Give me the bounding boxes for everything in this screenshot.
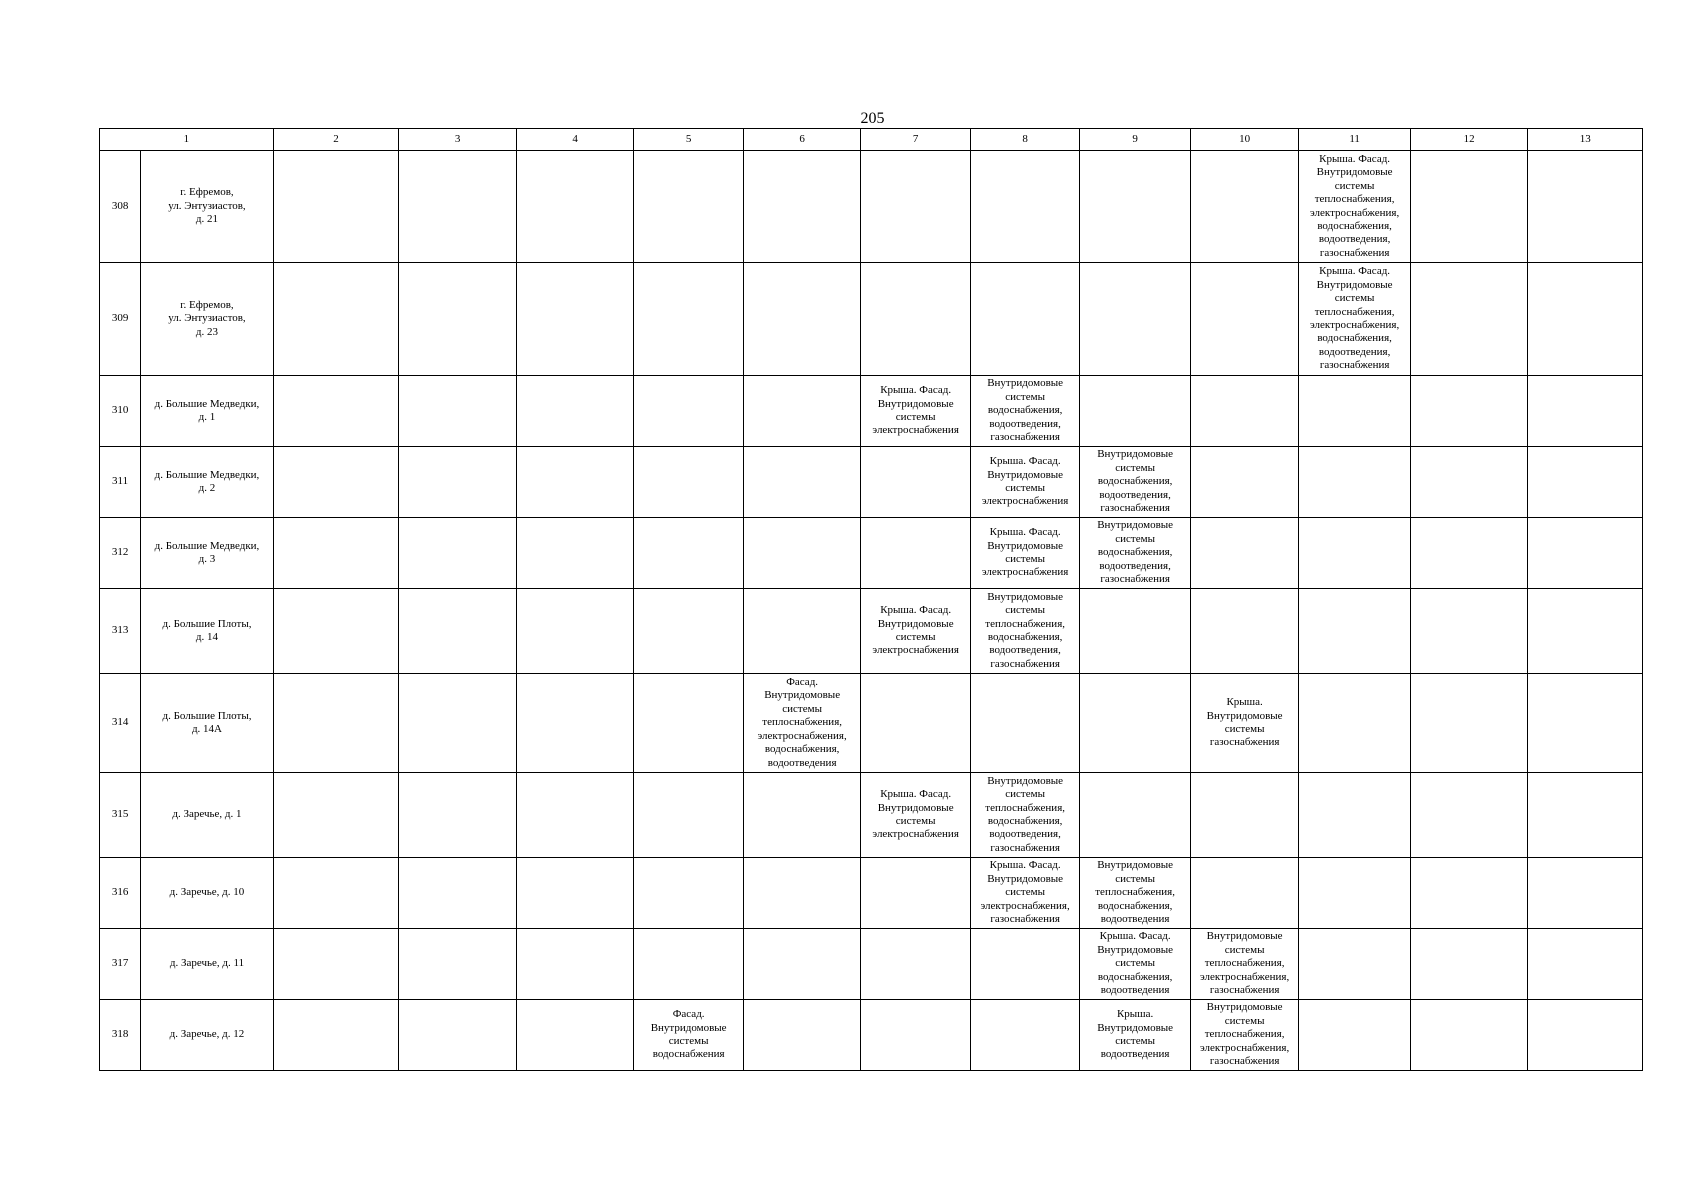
cell-col-6	[743, 376, 861, 447]
cell-col-5	[634, 263, 743, 376]
cell-col-8	[970, 674, 1079, 773]
address-cell: д. Заречье, д. 1	[141, 773, 274, 858]
cell-col-2	[273, 929, 399, 1000]
cell-col-13	[1528, 376, 1643, 447]
cell-col-3	[399, 263, 517, 376]
cell-col-13	[1528, 1000, 1643, 1071]
table-row	[100, 929, 1643, 1000]
cell-col-11	[1299, 589, 1411, 674]
cell-col-11: Крыша. Фасад. Внутридомовые системы теплоснабжения, электроснабжения, водоснабжения, водоотведения, газоснабжения	[1299, 263, 1411, 376]
cell-col-3	[399, 929, 517, 1000]
cell-col-10	[1190, 263, 1298, 376]
cell-col-2	[273, 263, 399, 376]
cell-col-5	[634, 929, 743, 1000]
cell-col-6	[743, 447, 861, 518]
cell-col-2	[273, 1000, 399, 1071]
column-header-13: 13	[1528, 129, 1643, 151]
column-header-4: 4	[516, 129, 634, 151]
cell-col-4	[516, 1000, 634, 1071]
cell-col-9	[1080, 263, 1191, 376]
cell-col-6	[743, 589, 861, 674]
cell-col-6	[743, 263, 861, 376]
cell-col-7	[861, 263, 970, 376]
cell-col-11	[1299, 376, 1411, 447]
table-row	[100, 589, 1643, 674]
cell-col-7: Крыша. Фасад. Внутридомовые системы электроснабжения	[861, 376, 970, 447]
cell-col-7	[861, 447, 970, 518]
cell-col-13	[1528, 773, 1643, 858]
cell-col-12	[1410, 151, 1528, 263]
cell-col-13	[1528, 151, 1643, 263]
cell-col-7: Крыша. Фасад. Внутридомовые системы электроснабжения	[861, 589, 970, 674]
cell-col-12	[1410, 773, 1528, 858]
column-header-9: 9	[1080, 129, 1191, 151]
cell-col-9	[1080, 589, 1191, 674]
cell-col-2	[273, 518, 399, 589]
row-number: 313	[100, 589, 141, 674]
table-row	[100, 518, 1643, 589]
cell-col-12	[1410, 263, 1528, 376]
table-row	[100, 773, 1643, 858]
cell-col-2	[273, 447, 399, 518]
cell-col-8: Внутридомовые системы теплоснабжения, водоснабжения, водоотведения, газоснабжения	[970, 589, 1079, 674]
cell-col-5	[634, 674, 743, 773]
cell-col-10	[1190, 589, 1298, 674]
cell-col-8: Крыша. Фасад. Внутридомовые системы электроснабжения	[970, 447, 1079, 518]
cell-col-11	[1299, 518, 1411, 589]
cell-col-13	[1528, 858, 1643, 929]
cell-col-13	[1528, 589, 1643, 674]
cell-col-4	[516, 674, 634, 773]
cell-col-12	[1410, 589, 1528, 674]
row-number: 308	[100, 151, 141, 263]
address-cell: д. Заречье, д. 12	[141, 1000, 274, 1071]
cell-col-8: Внутридомовые системы теплоснабжения, водоснабжения, водоотведения, газоснабжения	[970, 773, 1079, 858]
cell-col-11	[1299, 773, 1411, 858]
cell-col-10	[1190, 858, 1298, 929]
cell-col-11	[1299, 447, 1411, 518]
cell-col-4	[516, 929, 634, 1000]
cell-col-8: Крыша. Фасад. Внутридомовые системы электроснабжения	[970, 518, 1079, 589]
cell-col-8	[970, 263, 1079, 376]
cell-col-4	[516, 858, 634, 929]
cell-col-3	[399, 376, 517, 447]
cell-col-10	[1190, 447, 1298, 518]
table-row	[100, 1000, 1643, 1071]
cell-col-13	[1528, 263, 1643, 376]
column-header-10: 10	[1190, 129, 1298, 151]
cell-col-8	[970, 929, 1079, 1000]
cell-col-7: Крыша. Фасад. Внутридомовые системы электроснабжения	[861, 773, 970, 858]
cell-col-7	[861, 151, 970, 263]
cell-col-3	[399, 773, 517, 858]
cell-col-11	[1299, 858, 1411, 929]
cell-col-9	[1080, 674, 1191, 773]
address-cell: д. Заречье, д. 10	[141, 858, 274, 929]
cell-col-4	[516, 773, 634, 858]
cell-col-2	[273, 376, 399, 447]
column-header-6: 6	[743, 129, 861, 151]
row-number: 318	[100, 1000, 141, 1071]
address-cell: д. Большие Плоты, д. 14А	[141, 674, 274, 773]
cell-col-4	[516, 263, 634, 376]
cell-col-2	[273, 151, 399, 263]
cell-col-12	[1410, 674, 1528, 773]
address-cell: д. Большие Медведки, д. 3	[141, 518, 274, 589]
column-header-12: 12	[1410, 129, 1528, 151]
cell-col-4	[516, 376, 634, 447]
cell-col-7	[861, 674, 970, 773]
cell-col-9	[1080, 773, 1191, 858]
column-header-11: 11	[1299, 129, 1411, 151]
cell-col-12	[1410, 376, 1528, 447]
cell-col-9: Внутридомовые системы водоснабжения, водоотведения, газоснабжения	[1080, 518, 1191, 589]
table-row	[100, 151, 1643, 263]
cell-col-5	[634, 773, 743, 858]
cell-col-9	[1080, 151, 1191, 263]
cell-col-10	[1190, 376, 1298, 447]
cell-col-8: Крыша. Фасад. Внутридомовые системы электроснабжения, газоснабжения	[970, 858, 1079, 929]
cell-col-2	[273, 773, 399, 858]
cell-col-8	[970, 151, 1079, 263]
cell-col-8: Внутридомовые системы водоснабжения, водоотведения, газоснабжения	[970, 376, 1079, 447]
row-number: 311	[100, 447, 141, 518]
cell-col-5	[634, 589, 743, 674]
column-header-5: 5	[634, 129, 743, 151]
cell-col-3	[399, 858, 517, 929]
cell-col-7	[861, 858, 970, 929]
cell-col-11	[1299, 1000, 1411, 1071]
cell-col-10	[1190, 773, 1298, 858]
column-header-8: 8	[970, 129, 1079, 151]
row-number: 315	[100, 773, 141, 858]
header-row	[100, 129, 1643, 151]
table-row	[100, 674, 1643, 773]
cell-col-3	[399, 518, 517, 589]
cell-col-11	[1299, 929, 1411, 1000]
cell-col-9: Крыша. Фасад. Внутридомовые системы водоснабжения, водоотведения	[1080, 929, 1191, 1000]
cell-col-7	[861, 1000, 970, 1071]
cell-col-4	[516, 151, 634, 263]
page-number: 205	[860, 110, 885, 127]
column-header-7: 7	[861, 129, 970, 151]
cell-col-3	[399, 589, 517, 674]
cell-col-9: Внутридомовые системы теплоснабжения, водоснабжения, водоотведения	[1080, 858, 1191, 929]
address-cell: д. Большие Медведки, д. 1	[141, 376, 274, 447]
cell-col-13	[1528, 674, 1643, 773]
address-cell: г. Ефремов, ул. Энтузиастов, д. 21	[141, 151, 274, 263]
cell-col-2	[273, 858, 399, 929]
column-header-1: 1	[100, 129, 274, 151]
address-cell: г. Ефремов, ул. Энтузиастов, д. 23	[141, 263, 274, 376]
table-row	[100, 376, 1643, 447]
cell-col-13	[1528, 518, 1643, 589]
cell-col-5	[634, 858, 743, 929]
row-number: 317	[100, 929, 141, 1000]
cell-col-7	[861, 929, 970, 1000]
cell-col-10: Внутридомовые системы теплоснабжения, электроснабжения, газоснабжения	[1190, 929, 1298, 1000]
cell-col-6	[743, 929, 861, 1000]
cell-col-6: Фасад. Внутридомовые системы теплоснабжения, электроснабжения, водоснабжения, водоотведения	[743, 674, 861, 773]
cell-col-7	[861, 518, 970, 589]
cell-col-10: Внутридомовые системы теплоснабжения, электроснабжения, газоснабжения	[1190, 1000, 1298, 1071]
cell-col-6	[743, 773, 861, 858]
cell-col-12	[1410, 929, 1528, 1000]
cell-col-12	[1410, 1000, 1528, 1071]
table-row	[100, 858, 1643, 929]
cell-col-12	[1410, 858, 1528, 929]
address-cell: д. Большие Плоты, д. 14	[141, 589, 274, 674]
cell-col-2	[273, 674, 399, 773]
address-cell: д. Большие Медведки, д. 2	[141, 447, 274, 518]
cell-col-9	[1080, 376, 1191, 447]
row-number: 309	[100, 263, 141, 376]
cell-col-9: Внутридомовые системы водоснабжения, водоотведения, газоснабжения	[1080, 447, 1191, 518]
cell-col-6	[743, 1000, 861, 1071]
column-header-2: 2	[273, 129, 399, 151]
cell-col-10	[1190, 151, 1298, 263]
cell-col-3	[399, 1000, 517, 1071]
cell-col-8	[970, 1000, 1079, 1071]
cell-col-3	[399, 674, 517, 773]
address-cell: д. Заречье, д. 11	[141, 929, 274, 1000]
cell-col-5	[634, 447, 743, 518]
cell-col-4	[516, 447, 634, 518]
cell-col-10: Крыша. Внутридомовые системы газоснабжения	[1190, 674, 1298, 773]
cell-col-13	[1528, 447, 1643, 518]
cell-col-13	[1528, 929, 1643, 1000]
cell-col-5: Фасад. Внутридомовые системы водоснабжения	[634, 1000, 743, 1071]
cell-col-4	[516, 518, 634, 589]
row-number: 310	[100, 376, 141, 447]
cell-col-11	[1299, 674, 1411, 773]
cell-col-4	[516, 589, 634, 674]
cell-col-3	[399, 447, 517, 518]
table-row	[100, 263, 1643, 376]
row-number: 314	[100, 674, 141, 773]
repair-schedule-table	[99, 128, 1643, 1071]
table-row	[100, 447, 1643, 518]
cell-col-6	[743, 858, 861, 929]
cell-col-5	[634, 151, 743, 263]
cell-col-2	[273, 589, 399, 674]
cell-col-6	[743, 151, 861, 263]
cell-col-10	[1190, 518, 1298, 589]
row-number: 312	[100, 518, 141, 589]
cell-col-12	[1410, 518, 1528, 589]
column-header-3: 3	[399, 129, 517, 151]
cell-col-5	[634, 376, 743, 447]
cell-col-11: Крыша. Фасад. Внутридомовые системы теплоснабжения, электроснабжения, водоснабжения, водоотведения, газоснабжения	[1299, 151, 1411, 263]
row-number: 316	[100, 858, 141, 929]
cell-col-6	[743, 518, 861, 589]
cell-col-5	[634, 518, 743, 589]
cell-col-3	[399, 151, 517, 263]
cell-col-12	[1410, 447, 1528, 518]
cell-col-9: Крыша. Внутридомовые системы водоотведения	[1080, 1000, 1191, 1071]
